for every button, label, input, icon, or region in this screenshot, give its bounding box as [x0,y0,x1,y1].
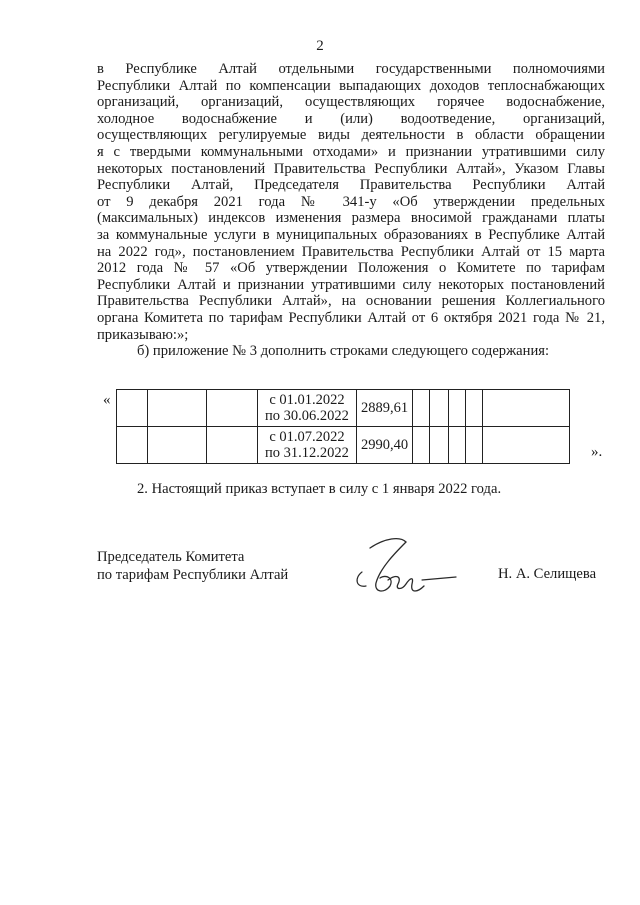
table-cell-empty [117,427,148,464]
table-cell-empty [466,390,483,427]
table-row [117,427,570,464]
paragraph-line: организаций, организаций, осуществляющих горячее водоснабжение, [97,94,605,111]
period-cell [258,390,357,427]
period-from: с 01.01.2022 [269,392,345,408]
page-number: 2 [316,38,324,54]
signatory-title [97,548,288,584]
paragraph-line: Республики Алтай и признании утратившими силу некоторых постановлений [97,276,605,293]
signatory-title-line: Председатель Комитета [97,549,245,565]
paragraph-line: некоторых постановлений Правительства Республики Алтай», Указом Главы [97,160,605,177]
table-cell-empty [148,390,207,427]
quote-open: « [103,392,111,408]
paragraph-line: (максимальных) индексов изменения размера вносимой гражданами платы [97,210,605,227]
table-cell-empty [207,427,258,464]
paragraph-line: Правительства Республики Алтай», на основании решения Коллегиального [97,293,605,310]
paragraph-line: холодное водоснабжение и (или) водоотведение, организаций, [97,110,605,127]
signatory-name: Н. А. Селищева [498,566,597,582]
period-to: по 31.12.2022 [265,445,349,461]
table-cell-empty [430,390,449,427]
paragraph-line: на 2022 год», постановлением Правительства Республики Алтай от 15 марта [97,243,605,260]
paragraph-line: Республики Алтай, Председателя Правительства Республики Алтай [97,177,605,194]
table-cell-empty [148,427,207,464]
table-cell-empty [466,427,483,464]
paragraph-line: я с твердыми коммунальными отходами» и признании утратившими силу [97,143,605,160]
table-row [117,390,570,427]
paragraph-line: за коммунальные услуги в муниципальных образованиях в Республике Алтай [97,226,605,243]
table-cell-empty [413,390,430,427]
body-text [97,61,605,360]
quote-close: ». [591,444,603,460]
handwritten-signature [340,528,460,608]
table-cell-empty [483,390,570,427]
price-cell: 2990,40 [357,427,413,464]
paragraph-line: органа Комитета по тарифам Республики Алтай от 6 октября 2021 года № 21, [97,309,605,326]
signatory-title-line: по тарифам Республики Алтай [97,567,289,583]
paragraph-line: приказываю:»; [97,326,189,343]
point-2: 2. Настоящий приказ вступает в силу с 1 января 2022 года. [137,481,502,497]
table-cell-empty [413,427,430,464]
period-cell [258,427,357,464]
table-cell-empty [430,427,449,464]
paragraph-line: осуществляющих регулируемые виды деятельности в области обращении [97,127,605,144]
paragraph-line: в Республике Алтай отдельными государственными полномочиями [97,61,605,77]
table-cell-empty [483,427,570,464]
table-cell-empty [449,427,466,464]
price-cell: 2889,61 [357,390,413,427]
paragraph-line: 2012 года № 57 «Об утверждении Положения о Комитете по тарифам [97,260,605,277]
table-cell-empty [449,390,466,427]
paragraph-line: от 9 декабря 2021 года № 341-у «Об утверждении предельных [97,193,605,210]
table-cell-empty [207,390,258,427]
subpoint-b: б) приложение № 3 дополнить строками следующего содержания: [137,343,550,360]
period-to: по 30.06.2022 [265,408,349,424]
tariff-table [116,389,570,464]
paragraph-line: Республики Алтай по компенсации выпадающих доходов теплоснабжающих [97,77,605,94]
table-cell-empty [117,390,148,427]
period-from: с 01.07.2022 [269,429,345,445]
